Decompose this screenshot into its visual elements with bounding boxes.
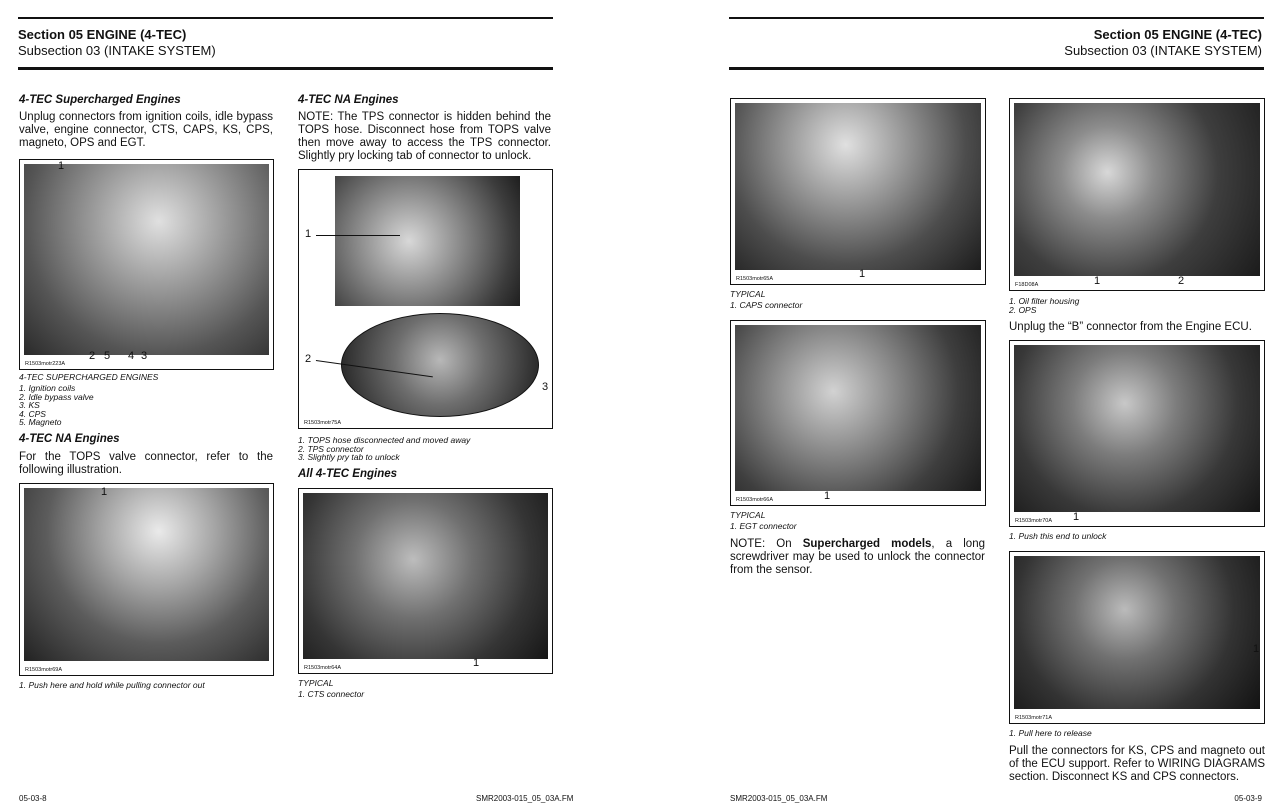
figure-egt-connector: [730, 320, 986, 506]
tps-photo-zoom: [341, 313, 539, 417]
figure3-legend: [298, 436, 470, 462]
legend-item: 2. OPS: [1009, 304, 1037, 315]
legend-item: 1. CAPS connector: [730, 300, 803, 310]
figure-id: R1503motr70A: [1015, 518, 1052, 524]
legend-item: 2. Idle bypass valve: [19, 391, 94, 402]
figure-id: R1503motr65A: [736, 276, 773, 282]
legend-item: 3. KS: [19, 400, 40, 411]
callout-line: [316, 235, 400, 236]
caps-photo: [735, 103, 981, 270]
figure4-legend: [298, 690, 364, 699]
callout-1: 1: [305, 228, 312, 240]
cts-photo: [303, 493, 548, 659]
figure-id: R1503motr66A: [736, 497, 773, 503]
callout-5: 5: [104, 350, 111, 362]
callout-1: 1: [859, 268, 866, 280]
figure6-title: TYPICAL: [730, 510, 766, 520]
figure-id: R1503motr75A: [304, 420, 341, 426]
legend-item: 5. Magneto: [19, 417, 62, 428]
legend-item: 1. Push here and hold while pulling connector out: [19, 680, 205, 690]
oil-filter-photo: [1014, 103, 1260, 276]
tps-photo-top: [335, 176, 520, 306]
note-label: NOTE:: [730, 538, 766, 550]
figure-cts-connector: [298, 488, 553, 674]
figure-id: R1503motr64A: [304, 665, 341, 671]
page-number-left: 05-03-8: [19, 794, 47, 803]
paragraph-ks-cps: Pull the connectors for KS, CPS and magneto out of the ECU support. Refer to WIRING DIAGRAMS section. Disconnect KS and CPS connectors.: [1009, 745, 1265, 783]
subsection-title-left: Subsection 03 (INTAKE SYSTEM): [18, 43, 216, 58]
figure5-title: TYPICAL: [730, 289, 766, 299]
tops-valve-photo: [24, 488, 269, 661]
note-text: The TPS connector is hidden behind the TOPS hose. Disconnect hose from TOPS valve then move away to access the TPS connector. Slightly pry locking tab of connector to unlock.: [298, 111, 551, 162]
figure5-legend: [730, 301, 802, 310]
legend-item: 2. TPS connector: [298, 443, 364, 454]
ecu-photo: [1014, 345, 1260, 512]
note-tps: [298, 111, 551, 163]
file-name-right: SMR2003-015_05_03A.FM: [730, 794, 828, 803]
callout-1: 1: [1094, 275, 1101, 287]
egt-photo: [735, 325, 981, 491]
figure6-legend: [730, 522, 797, 531]
legend-item: 1. Pull here to release: [1009, 728, 1092, 738]
figure-id: F18D08A: [1015, 282, 1039, 288]
callout-1: 1: [101, 486, 108, 498]
figure-id: R1503motr71A: [1015, 715, 1052, 721]
paragraph-ecu: Unplug the “B” connector from the Engine ECU.: [1009, 321, 1252, 333]
figure9-legend: [1009, 729, 1092, 738]
legend-item: 1. Oil filter housing: [1009, 296, 1080, 306]
figure-tops-valve: [19, 483, 274, 676]
subsection-title-right: Subsection 03 (INTAKE SYSTEM): [1064, 43, 1262, 58]
legend-item: 1. Push this end to unlock: [1009, 531, 1107, 541]
figure8-legend: [1009, 532, 1106, 541]
figure-supercharged-engine: [19, 159, 274, 370]
note-text: , a long screwdriver may be used to unlock the connector from the sensor.: [730, 538, 985, 576]
legend-item: 1. TOPS hose disconnected and moved away: [298, 435, 471, 445]
header-rule-bottom-right: [729, 67, 1264, 70]
file-name-left: SMR2003-015_05_03A.FM: [476, 794, 574, 803]
heading-na-engines: 4-TEC NA Engines: [19, 433, 120, 445]
note-bold: Supercharged models: [802, 538, 932, 550]
callout-1: 1: [1253, 643, 1260, 655]
paragraph-supercharged: Unplug connectors from ignition coils, idle bypass valve, engine connector, CTS, CAPS, KS, CPS, magneto, OPS and EGT.: [19, 111, 273, 149]
figure-ecu-release: [1009, 551, 1265, 724]
callout-3: 3: [141, 350, 148, 362]
note-label: NOTE:: [298, 111, 334, 123]
paragraph-na: For the TOPS valve connector, refer to the following illustration.: [19, 451, 273, 476]
heading-na-engines-col2: 4-TEC NA Engines: [298, 94, 399, 106]
figure2-legend: [19, 681, 205, 690]
figure4-title: TYPICAL: [298, 678, 334, 688]
callout-3: 3: [542, 381, 549, 393]
legend-item: 1. Ignition coils: [19, 383, 76, 393]
callout-1: 1: [58, 160, 65, 172]
callout-4: 4: [128, 350, 135, 362]
note-text: On: [765, 538, 803, 550]
engine-photo: [24, 164, 269, 355]
figure-caps-connector: [730, 98, 986, 285]
figure-id: R1503motr223A: [25, 361, 66, 367]
note-supercharged: [730, 538, 985, 577]
legend-item: 4. CPS: [19, 408, 46, 419]
legend-item: 1. EGT connector: [730, 521, 797, 531]
legend-item: 1. CTS connector: [298, 689, 365, 699]
page-number-right: 05-03-9: [1234, 794, 1262, 803]
heading-all-engines: All 4-TEC Engines: [298, 468, 398, 480]
figure-ecu-unlock: [1009, 340, 1265, 527]
callout-2: 2: [89, 350, 96, 362]
callout-1: 1: [1073, 511, 1080, 523]
callout-2: 2: [1178, 275, 1185, 287]
figure1-legend: [19, 384, 94, 427]
figure1-title: 4-TEC SUPERCHARGED ENGINES: [19, 372, 159, 382]
legend-item: 3. Slightly pry tab to unlock: [298, 452, 400, 463]
section-title-left: Section 05 ENGINE (4-TEC): [18, 27, 187, 42]
callout-1: 1: [824, 490, 831, 502]
figure-id: R1503motr69A: [25, 667, 62, 673]
header-rule-top-left: [18, 17, 553, 19]
figure-oil-filter: [1009, 98, 1265, 291]
section-title-right: Section 05 ENGINE (4-TEC): [1093, 27, 1262, 42]
callout-2: 2: [305, 353, 312, 365]
figure-tps-connector: [298, 169, 553, 429]
ecu-release-photo: [1014, 556, 1260, 709]
figure7-legend: [1009, 297, 1079, 314]
callout-1: 1: [473, 657, 480, 669]
heading-supercharged: 4-TEC Supercharged Engines: [19, 94, 181, 106]
header-rule-bottom-left: [18, 67, 553, 70]
header-rule-top-right: [729, 17, 1264, 19]
